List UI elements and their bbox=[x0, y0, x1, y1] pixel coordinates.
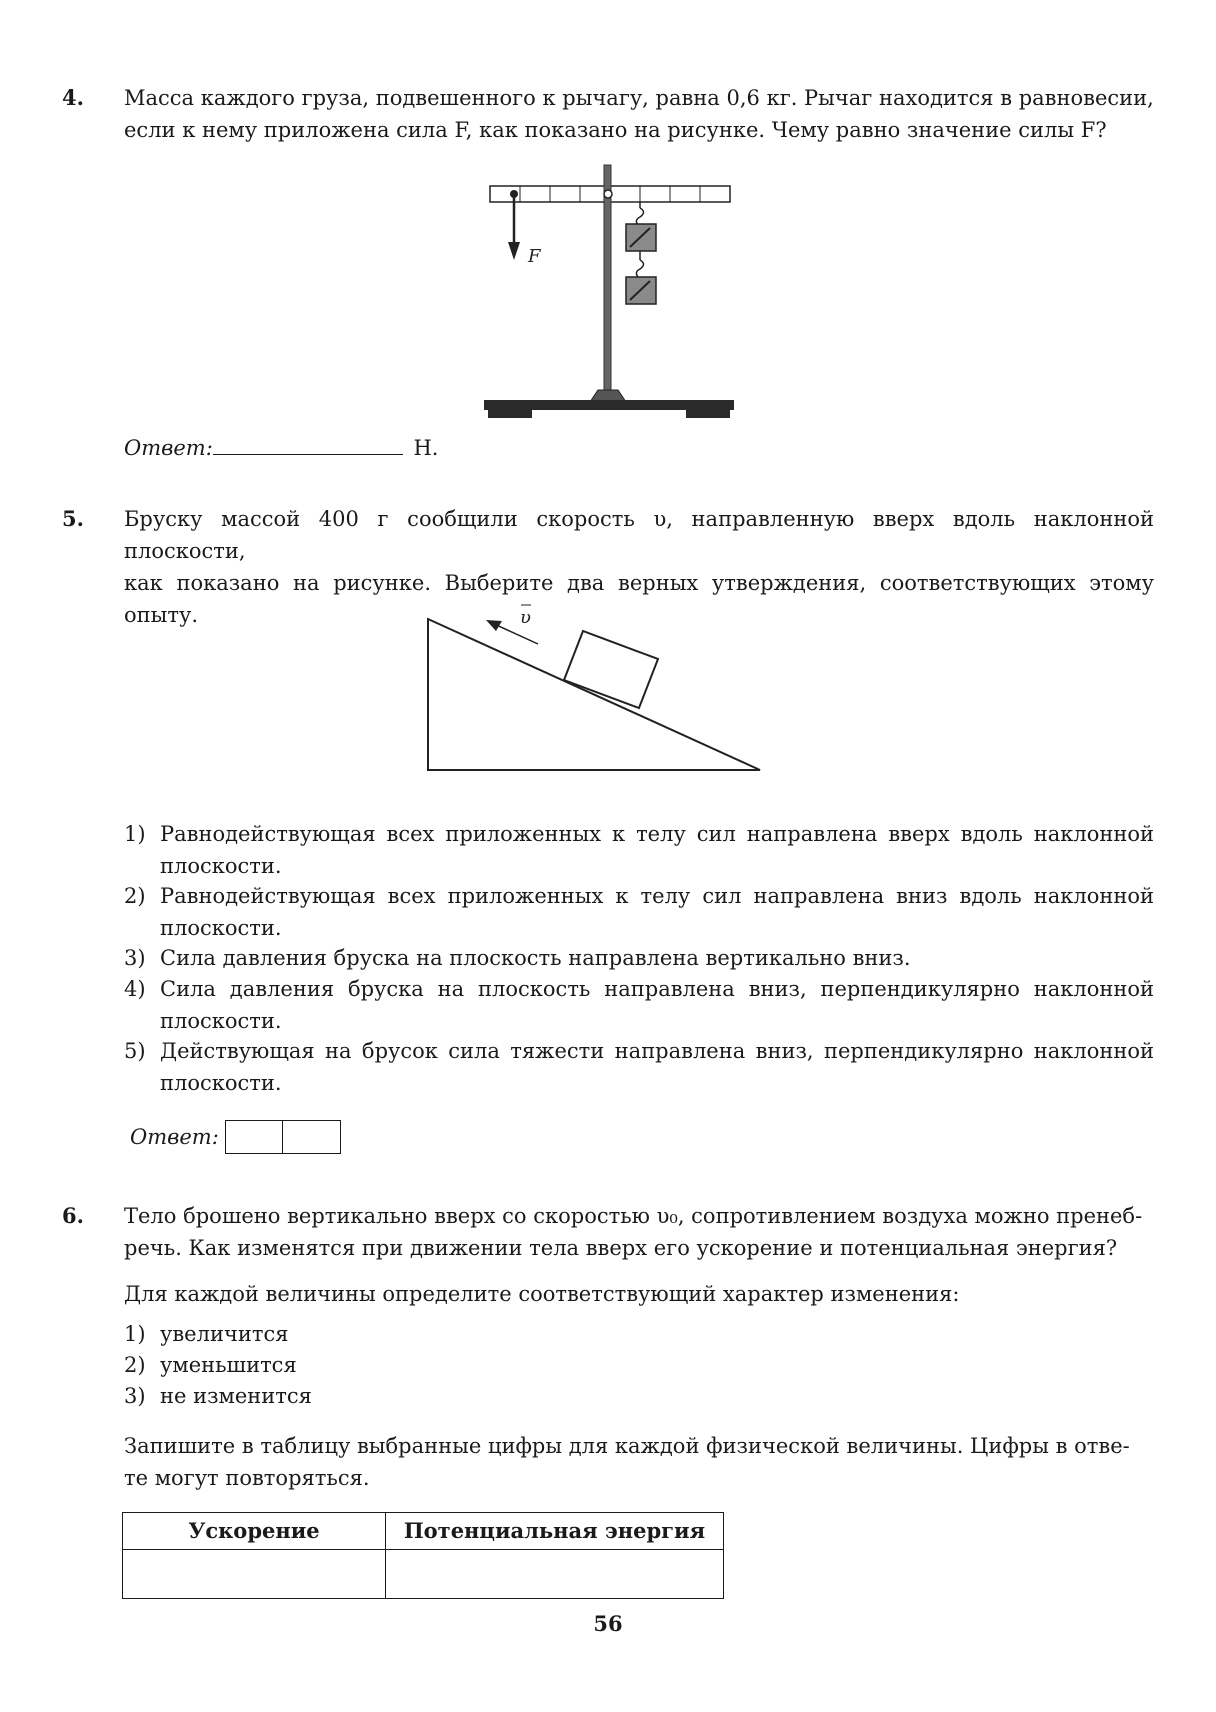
question-4-line1: Масса каждого груза, подвешенного к рычагу, равна 0,6 кг. Рычаг находится в равновесии, bbox=[124, 86, 1154, 110]
question-5-answer-row bbox=[130, 1118, 341, 1156]
table-header-potential-energy: Потенциальная энергия bbox=[386, 1513, 724, 1550]
question-6-option-3 bbox=[124, 1380, 1154, 1412]
question-5-option-4[interactable] bbox=[124, 973, 1154, 1037]
question-5-option-1[interactable] bbox=[124, 818, 1154, 882]
page-number: 56 bbox=[593, 1611, 623, 1636]
table-instruction-line1: Запишите в таблицу выбранные цифры для каждой физической величины. Цифры в отве- bbox=[124, 1434, 1130, 1458]
question-4-answer-unit: Н. bbox=[413, 436, 439, 460]
question-4-answer-label: Ответ: bbox=[124, 436, 213, 460]
question-4-number: 4. bbox=[62, 85, 84, 110]
question-4-answer-row bbox=[124, 432, 438, 464]
question-4-text bbox=[124, 82, 1154, 146]
question-6-text bbox=[124, 1200, 1154, 1264]
table-header-acceleration: Ускорение bbox=[123, 1513, 386, 1550]
option-number: 2) bbox=[124, 1353, 146, 1377]
option-text: не изменится bbox=[160, 1384, 312, 1408]
stand-leg-left bbox=[488, 410, 532, 418]
option-text: Действующая на брусок сила тяжести направлена вниз, перпендикулярно наклонной плоскости. bbox=[160, 1039, 1154, 1095]
option-number: 2) bbox=[124, 884, 146, 908]
question-5-option-5[interactable] bbox=[124, 1035, 1154, 1099]
incline-figure bbox=[420, 595, 770, 785]
question-4-answer-field[interactable] bbox=[213, 432, 403, 455]
question-5-line1: Бруску массой 400 г сообщили скорость υ, направленную вверх вдоль наклонной плоскости, bbox=[124, 507, 1154, 563]
option-number: 1) bbox=[124, 822, 146, 846]
answer-box-1[interactable] bbox=[225, 1120, 283, 1154]
question-6-number: 6. bbox=[62, 1203, 84, 1228]
option-text: Сила давления бруска на плоскость направлена вертикально вниз. bbox=[160, 946, 911, 970]
force-arrow-head bbox=[508, 242, 520, 260]
answer-box-2[interactable] bbox=[283, 1120, 341, 1154]
answer-table bbox=[122, 1512, 724, 1599]
velocity-arrow-head bbox=[486, 620, 502, 631]
answer-table-input-row bbox=[123, 1550, 724, 1599]
option-number: 3) bbox=[124, 1384, 146, 1408]
option-number: 4) bbox=[124, 977, 146, 1001]
pivot bbox=[604, 190, 612, 198]
question-6-line2: речь. Как изменятся при движении тела вверх его ускорение и потенциальная энергия? bbox=[124, 1236, 1118, 1260]
velocity-label: υ bbox=[520, 607, 531, 628]
option-text: Равнодействующая всех приложенных к телу сил направлена вниз вдоль наклонной плоскости. bbox=[160, 884, 1154, 940]
table-instruction-line2: те могут повторяться. bbox=[124, 1466, 370, 1490]
option-text: увеличится bbox=[160, 1322, 289, 1346]
option-text: Сила давления бруска на плоскость направлена вниз, перпендикулярно наклонной плоскости. bbox=[160, 977, 1154, 1033]
force-label: F bbox=[528, 246, 541, 267]
question-6-line1: Тело брошено вертикально вверх со скоростью υ₀, сопротивлением воздуха можно пренеб- bbox=[124, 1204, 1143, 1228]
answer-cell-potential-energy[interactable] bbox=[386, 1550, 724, 1599]
question-5-answer-label: Ответ: bbox=[130, 1125, 219, 1149]
question-6-instruction: Для каждой величины определите соответствующий характер изменения: bbox=[124, 1282, 960, 1306]
option-text: уменьшится bbox=[160, 1353, 297, 1377]
stand-rod bbox=[604, 165, 611, 390]
lever-figure bbox=[480, 160, 740, 420]
question-4-line2: если к нему приложена сила F, как показано на рисунке. Чему равно значение силы F? bbox=[124, 118, 1107, 142]
option-number: 5) bbox=[124, 1039, 146, 1063]
question-6-option-1 bbox=[124, 1318, 1154, 1350]
option-text: Равнодействующая всех приложенных к телу сил направлена вверх вдоль наклонной плоскости. bbox=[160, 822, 1154, 878]
question-5-number: 5. bbox=[62, 506, 84, 531]
answer-cell-acceleration[interactable] bbox=[123, 1550, 386, 1599]
option-number: 3) bbox=[124, 946, 146, 970]
question-6-option-2 bbox=[124, 1349, 1154, 1381]
stand-base bbox=[484, 400, 734, 410]
question-5-option-3[interactable] bbox=[124, 942, 1154, 974]
question-5-line2: как показано на рисунке. Выберите два верных утверждения, соответствующих этому опыту. bbox=[124, 571, 1154, 627]
stand-leg-right bbox=[686, 410, 730, 418]
sliding-block bbox=[564, 631, 658, 708]
answer-table-header-row bbox=[123, 1513, 724, 1550]
question-6-table-instruction bbox=[124, 1430, 1154, 1494]
question-5-option-2[interactable] bbox=[124, 880, 1154, 944]
option-number: 1) bbox=[124, 1322, 146, 1346]
